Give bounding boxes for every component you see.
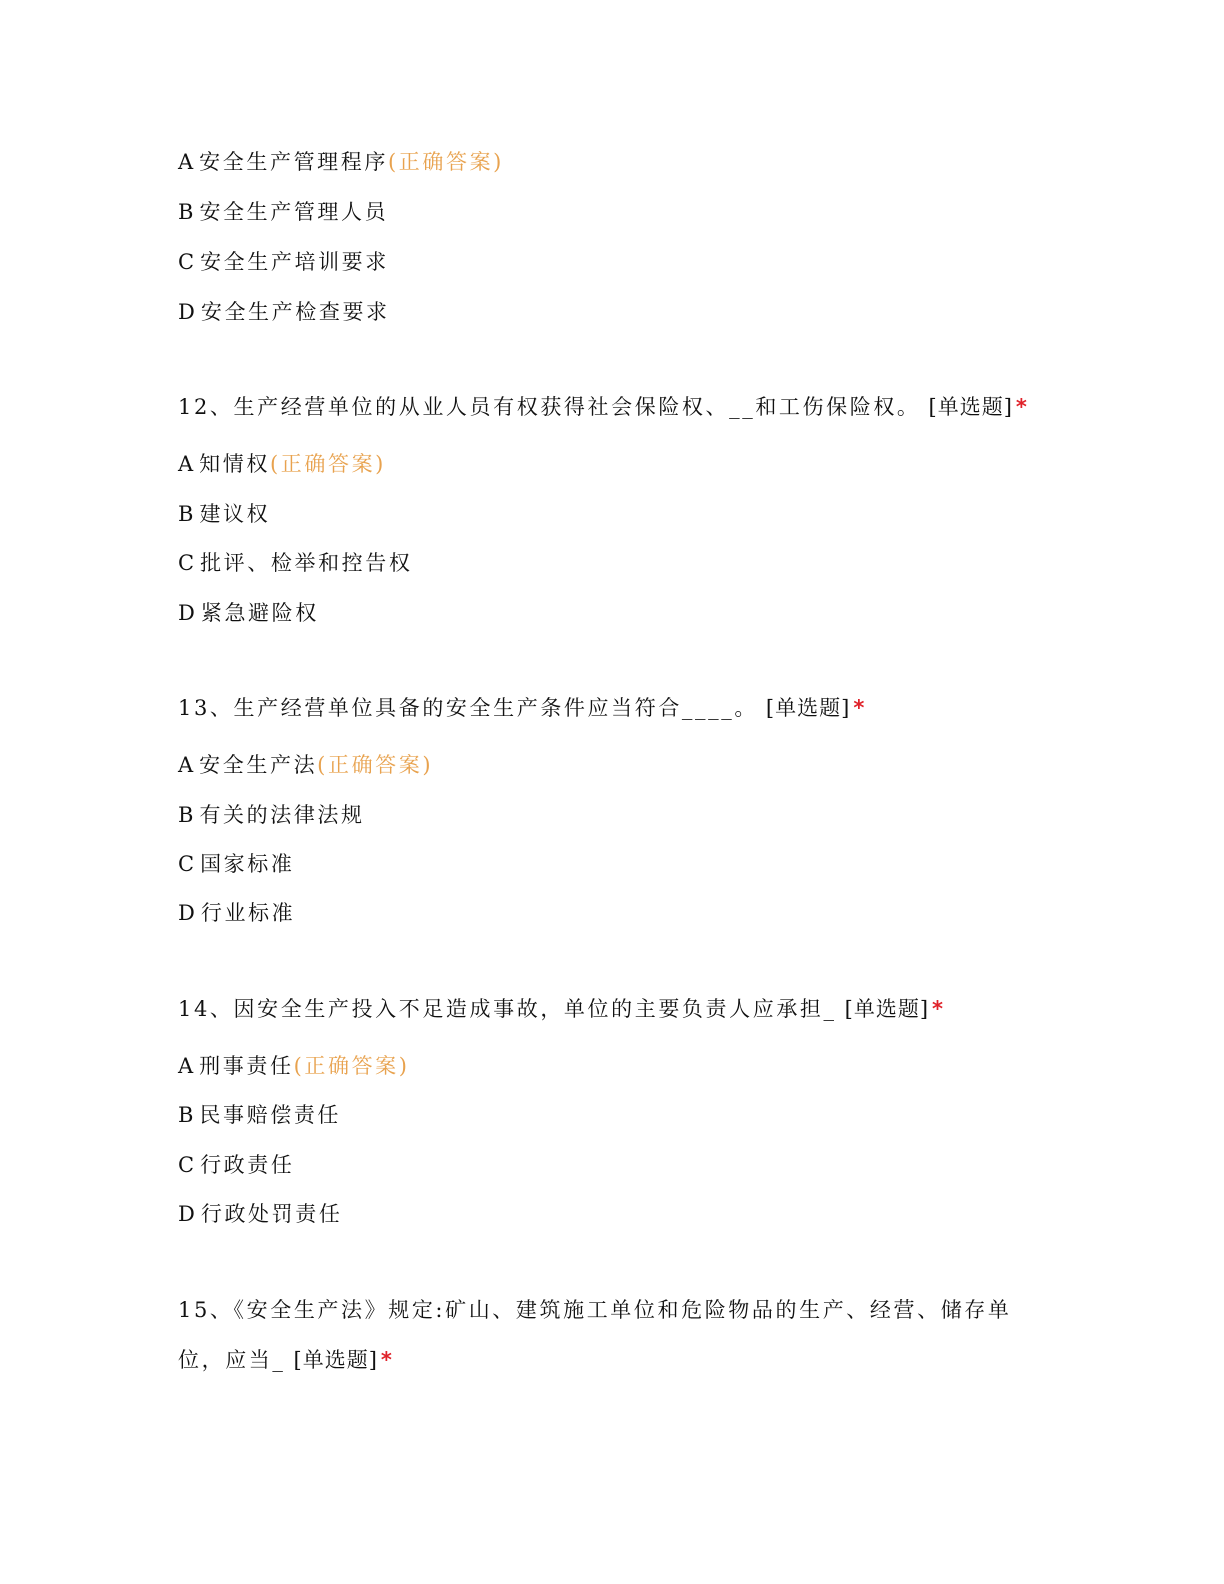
option-text: 行政处罚责任 [200, 1202, 343, 1226]
option-letter: D [178, 1202, 195, 1226]
option-text: 安全生产法 [199, 753, 318, 777]
option-a[interactable] [178, 449, 386, 479]
question-text: 15、《安全生产法》规定:矿山、建筑施工单位和危险物品的生产、经营、储存单 [178, 1298, 1012, 1322]
question-type-tag: [单选题] [293, 1348, 378, 1372]
option-text: 有关的法律法规 [199, 803, 365, 827]
option-c[interactable] [178, 1150, 294, 1180]
correct-answer-label: (正确答案) [387, 150, 504, 174]
required-mark: * [380, 1348, 395, 1372]
option-text: 安全生产培训要求 [200, 250, 389, 274]
question-text: 12、生产经营单位的从业人员有权获得社会保险权、__和工伤保险权。 [178, 395, 921, 419]
option-b[interactable] [178, 499, 270, 529]
option-text: 刑事责任 [199, 1054, 294, 1078]
question-14-stem [178, 994, 946, 1024]
option-letter: B [178, 502, 194, 526]
option-letter: D [178, 901, 195, 925]
option-letter: C [178, 852, 195, 876]
option-d[interactable] [178, 898, 295, 928]
option-text: 建议权 [199, 502, 271, 526]
question-15-stem-line1 [178, 1295, 1012, 1325]
option-text: 知情权 [199, 452, 270, 476]
option-b[interactable] [178, 1100, 341, 1130]
option-b[interactable] [178, 800, 365, 830]
question-15-stem-line2 [178, 1345, 394, 1375]
option-d[interactable] [178, 297, 390, 327]
option-a[interactable] [178, 147, 504, 177]
option-d[interactable] [178, 1199, 342, 1229]
option-b[interactable] [178, 197, 388, 227]
required-mark: * [853, 696, 867, 720]
option-letter: A [178, 452, 194, 476]
question-type-tag: [单选题] [765, 696, 851, 720]
option-letter: B [178, 200, 194, 224]
required-mark: * [1015, 395, 1030, 419]
option-letter: A [178, 150, 194, 174]
option-letter: B [178, 803, 194, 827]
correct-answer-label: (正确答案) [293, 1054, 410, 1078]
option-letter: B [178, 1103, 194, 1127]
option-a[interactable] [178, 750, 433, 780]
question-type-tag: [单选题] [928, 395, 1013, 419]
option-text: 安全生产管理人员 [199, 200, 389, 224]
option-c[interactable] [178, 548, 412, 578]
option-text: 批评、检举和控告权 [200, 551, 413, 575]
question-13-stem [178, 693, 867, 723]
option-letter: C [178, 551, 195, 575]
option-letter: A [178, 1054, 194, 1078]
option-letter: A [178, 753, 194, 777]
question-text: 13、生产经营单位具备的安全生产条件应当符合____。 [178, 696, 758, 720]
required-mark: * [932, 997, 946, 1021]
option-text: 安全生产管理程序 [199, 150, 388, 174]
question-text: 位，应当_ [178, 1348, 286, 1372]
correct-answer-label: (正确答案) [269, 452, 386, 476]
option-letter: C [178, 250, 195, 274]
option-c[interactable] [178, 247, 389, 277]
option-a[interactable] [178, 1051, 410, 1081]
option-c[interactable] [178, 849, 294, 879]
option-d[interactable] [178, 598, 319, 628]
option-letter: C [178, 1153, 195, 1177]
option-letter: D [178, 300, 195, 324]
correct-answer-label: (正确答案) [317, 753, 434, 777]
option-text: 民事赔偿责任 [199, 1103, 342, 1127]
option-text: 安全生产检查要求 [200, 300, 390, 324]
option-text: 紧急避险权 [200, 601, 319, 625]
option-text: 行政责任 [200, 1153, 295, 1177]
question-type-tag: [单选题] [844, 997, 930, 1021]
option-text: 国家标准 [200, 852, 295, 876]
question-12-stem [178, 392, 1030, 422]
question-text: 14、因安全生产投入不足造成事故，单位的主要负责人应承担_ [178, 997, 837, 1021]
option-letter: D [178, 601, 195, 625]
option-text: 行业标准 [200, 901, 296, 925]
